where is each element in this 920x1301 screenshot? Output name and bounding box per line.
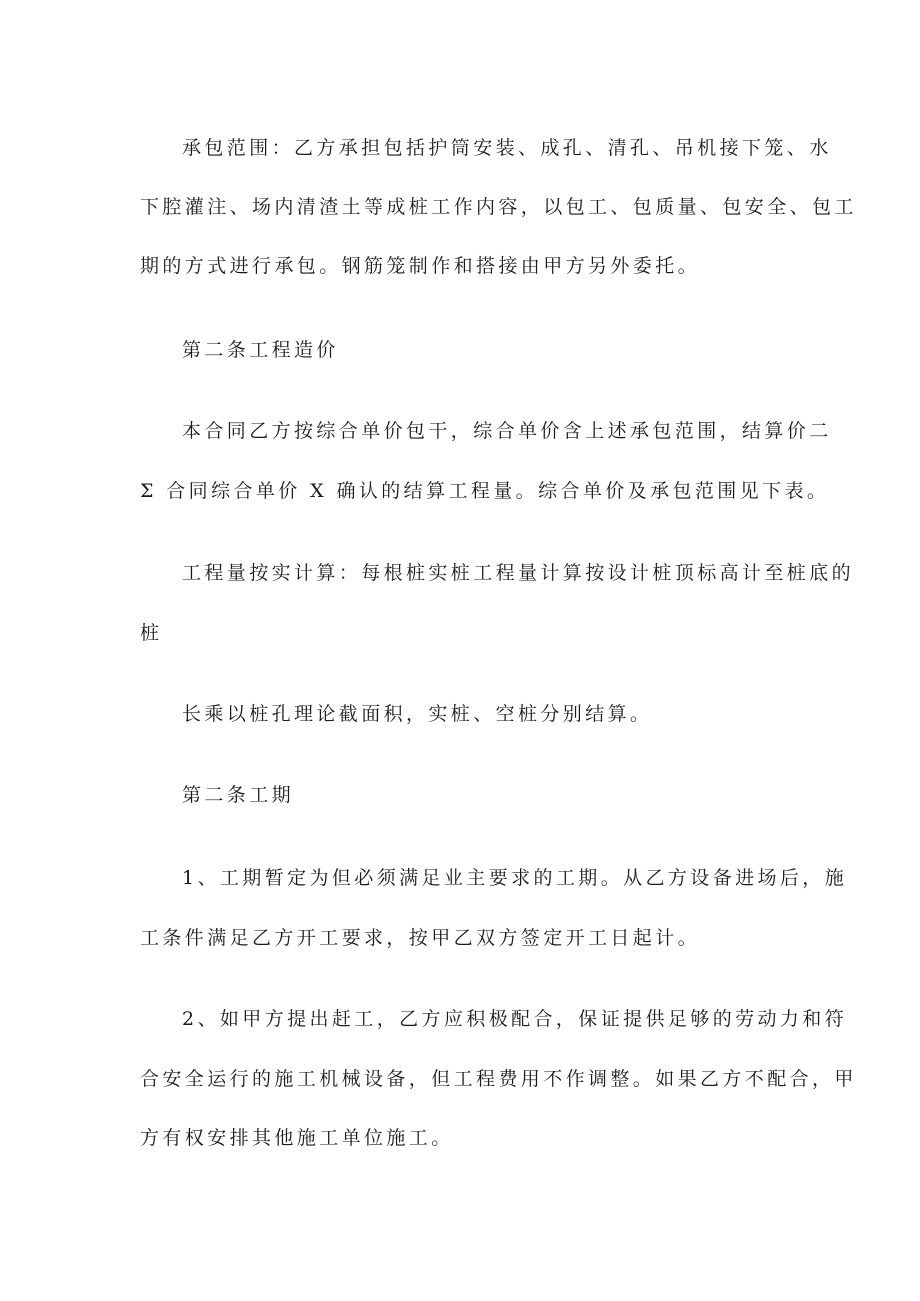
schedule-item-1-line-2: 工条件满足乙方开工要求，按甲乙双方签定开工日起计。	[140, 927, 701, 949]
schedule-item-2-line-2: 合安全运行的施工机械设备，但工程费用不作调整。如果乙方不配合，甲	[140, 1068, 857, 1090]
cost-paragraph-line-2: Σ 合同综合单价 X 确认的结算工程量。综合单价及承包范围见下表。	[140, 480, 830, 502]
quantity-paragraph-line-2: 桩	[140, 622, 163, 644]
schedule-item-2-line-1: 2、如甲方提出赶工，乙方应积极配合，保证提供足够的劳动力和符	[182, 1008, 848, 1030]
schedule-item-2-line-3: 方有权安排其他施工单位施工。	[140, 1127, 454, 1149]
cost-paragraph-line-1: 本合同乙方按综合单价包干，综合单价含上述承包范围，结算价二	[182, 420, 832, 442]
section-heading-cost: 第二条工程造价	[182, 339, 339, 361]
scope-paragraph-line-2: 下腔灌注、场内清渣土等成桩工作内容，以包工、包质量、包安全、包工	[140, 196, 857, 218]
section-heading-schedule: 第二条工期	[182, 784, 295, 806]
schedule-item-1-line-1: 1、工期暂定为但必须满足业主要求的工期。从乙方设备进场后，施	[182, 867, 848, 889]
scope-paragraph-line-3: 期的方式进行承包。钢筋笼制作和搭接由甲方另外委托。	[140, 255, 701, 277]
quantity-paragraph-line-1: 工程量按实计算：每根桩实桩工程量计算按设计桩顶标高计至桩底的	[182, 562, 855, 584]
settlement-paragraph: 长乘以桩孔理论截面积，实桩、空桩分别结算。	[182, 703, 653, 725]
scope-paragraph-line-1: 承包范围：乙方承担包括护筒安装、成孔、清孔、吊机接下笼、水	[182, 137, 832, 159]
